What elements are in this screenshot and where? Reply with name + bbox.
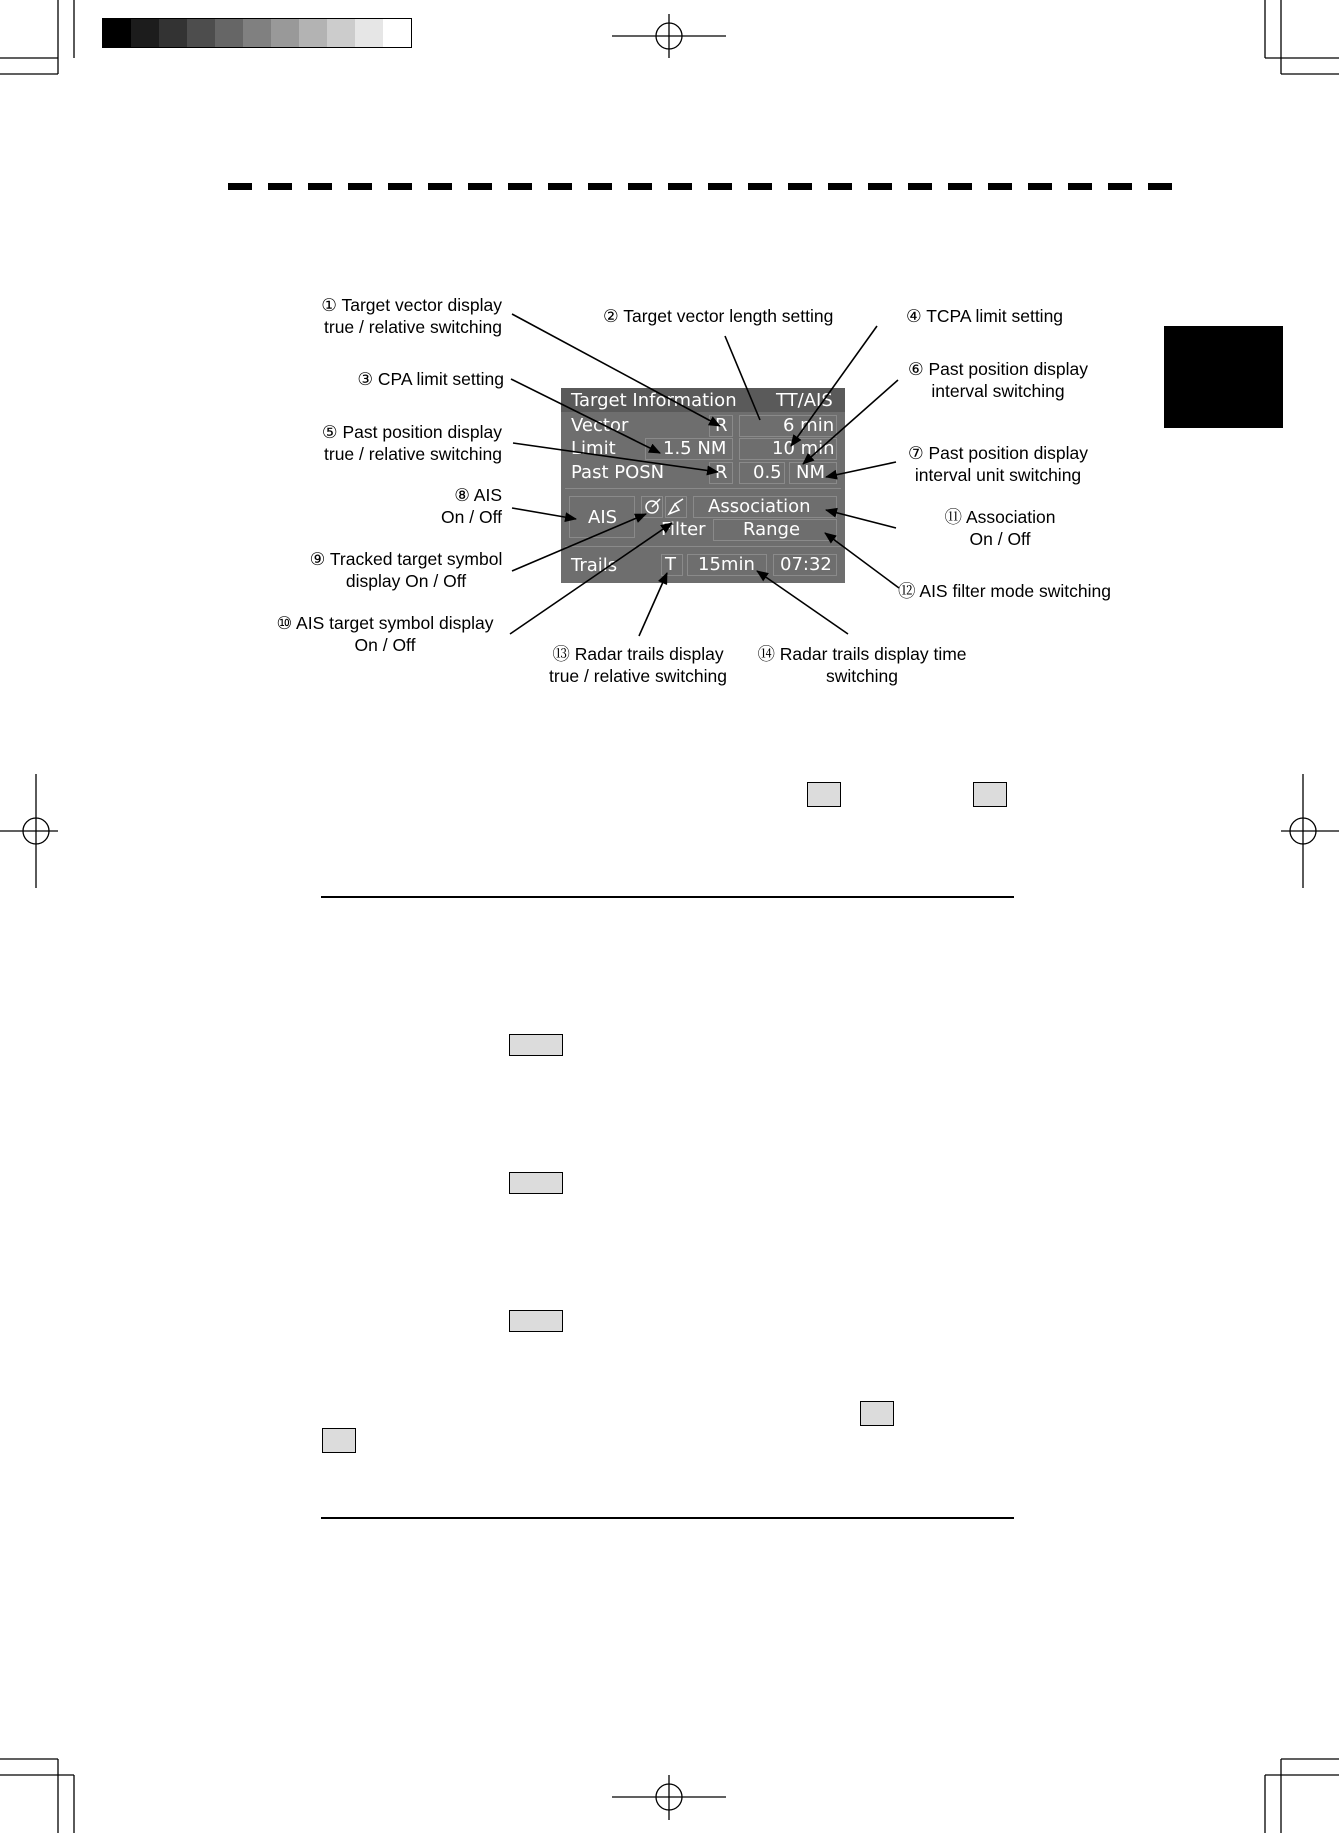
trails-mode-value: T [665,554,676,575]
vector-time-value: 6 min [783,415,835,436]
limit-label: Limit [571,438,616,459]
filter-label: Filter [661,519,706,540]
inline-key-box [807,782,841,807]
key-box [509,1034,563,1056]
inline-key-box [860,1401,894,1426]
callout-13: ⑬ Radar trails display true / relative switching [549,644,727,686]
inline-key-box [973,782,1007,807]
panel-title: Target Information [571,390,737,411]
filter-mode-value: Range [743,519,801,540]
callout-3: ③ CPA limit setting [357,369,504,389]
key-box [509,1310,563,1332]
section-rule [321,1517,1014,1519]
trails-clock-value: 07:32 [780,554,832,575]
trails-label: Trails [571,555,618,576]
past-posn-unit-value: NM [796,462,825,483]
callout-9: ⑨ Tracked target symbol display On / Off [309,549,503,591]
callout-4: ④ TCPA limit setting [906,306,1064,326]
callout-8: ⑧ AIS On / Off [441,485,502,527]
ais-button-label: AIS [588,507,618,528]
tcpa-limit-value: 10 min [772,438,835,459]
callout-11: ⑪ Association On / Off [944,507,1056,549]
past-posn-interval-value: 0.5 [753,462,782,483]
callout-7: ⑦ Past position display interval unit switching [907,443,1089,485]
vector-mode-value: R [715,415,728,436]
callout-5: ⑤ Past position display true / relative switching [321,422,502,464]
trails-time-value: 15min [698,554,755,575]
vector-label: Vector [571,415,629,436]
callout-2: ② Target vector length setting [603,306,834,326]
past-posn-label: Past POSN [571,462,665,483]
section-rule [321,896,1014,898]
cpa-limit-value: 1.5 NM [663,438,727,459]
past-posn-mode-value: R [715,462,728,483]
key-box [509,1172,563,1194]
inline-key-box [322,1428,356,1453]
panel-mode[interactable]: TT/AIS [776,390,833,411]
callout-12: ⑫ AIS filter mode switching [898,581,1111,601]
callout-1: ① Target vector display true / relative switching [321,295,502,337]
callout-10: ⑩ AIS target symbol display On / Off [276,613,494,655]
callout-6: ⑥ Past position display interval switching [907,359,1089,401]
association-label: Association [708,496,811,517]
callout-14: ⑭ Radar trails display time switching [757,644,967,686]
